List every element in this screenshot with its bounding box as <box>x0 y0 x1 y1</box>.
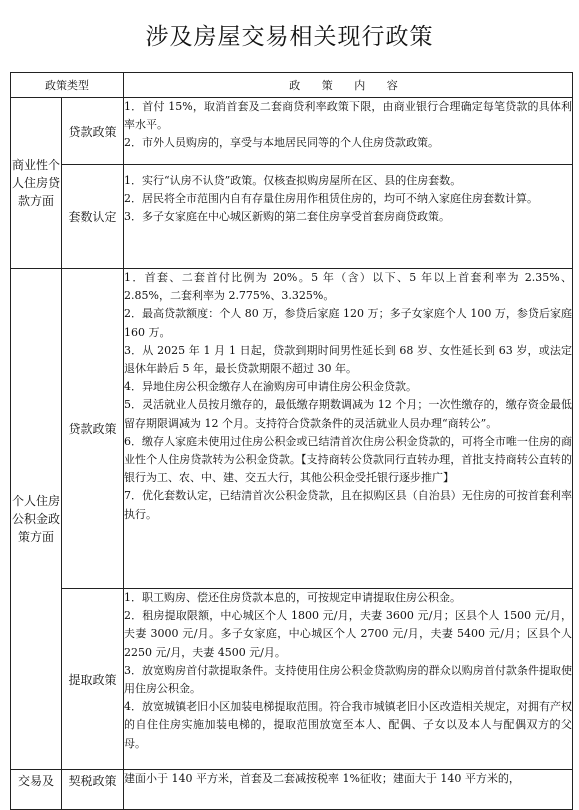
policy-table <box>10 72 573 810</box>
policy-item: 7．优化套数认定，已结清首次公积金贷款，且在拟购区县（自治县）无住房的可按首套利率执行。 <box>124 489 572 521</box>
table-row <box>11 269 573 589</box>
policy-item: 2．居民将全市范围内自有存量住房用作租赁住房的，均可不纳入家庭住房套数计算。 <box>124 192 538 206</box>
category-provident-fund: 个人住房公积金政策方面 <box>11 269 62 770</box>
category-transaction: 交易及 <box>11 770 62 810</box>
subcategory-house-count: 套数认定 <box>62 165 124 269</box>
table-header-row <box>11 73 573 98</box>
policy-content <box>124 98 573 165</box>
policy-content <box>124 770 573 810</box>
policy-item: 4．异地住房公积金缴存人在渝购房可申请住房公积金贷款。 <box>124 380 417 394</box>
policy-item: 2．租房提取限额，中心城区个人 1800 元/月，夫妻 3600 元/月；区县个人 1500 元/月，夫妻 3000 元/月。多子女家庭，中心城区个人 2700 元/月，夫妻 5400 元/月；区县个人 2250 元/月，夫妻 4500 元/月。 <box>124 609 572 659</box>
policy-item: 5．灵活就业人员按月缴存的，最低缴存期数调减为 12 个月；一次性缴存的，缴存资金最低留存期限调减为 12 个月。支持符合贷款条件的灵活就业人员办理“商转公”。 <box>124 398 572 430</box>
category-commercial-loan: 商业性个人住房贷款方面 <box>11 98 62 269</box>
page-title: 涉及房屋交易相关现行政策 <box>145 24 434 50</box>
policy-item: 4．放宽城镇老旧小区加装电梯提取范围。符合我市城镇老旧小区改造相关规定，对拥有产权的自住住房实施加装电梯的，提取范围放宽至本人、配偶、子女以及本人与配偶双方的父母。 <box>124 700 572 750</box>
policy-item: 1．实行“认房不认贷”政策。仅核查拟购房屋所在区、县的住房套数。 <box>124 174 462 187</box>
subcategory-commercial-loan-policy: 贷款政策 <box>62 98 124 165</box>
policy-item: 1．职工购房、偿还住房贷款本息的，可按规定申请提取住房公积金。 <box>124 591 461 604</box>
header-policy-type: 政策类型 <box>11 73 124 98</box>
policy-content <box>124 589 573 770</box>
policy-item: 3．多子女家庭在中心城区新购的第二套住房享受首套房商贷政策。 <box>124 210 450 224</box>
policy-item: 建面小于 140 平方米，首套及二套减按税率 1%征收；建面大于 140 平方米的， <box>124 772 520 785</box>
table-row <box>11 770 573 810</box>
table-row <box>11 589 573 770</box>
policy-item: 2．市外人员购房的，享受与本地居民同等的个人住房贷款政策。 <box>124 136 439 150</box>
table-row <box>11 165 573 269</box>
subcategory-provident-loan-policy: 贷款政策 <box>62 269 124 589</box>
policy-content <box>124 269 573 589</box>
policy-content <box>124 165 573 269</box>
policy-item: 3．放宽购房首付款提取条件。支持使用住房公积金贷款购房的群众以购房首付款条件提取使用住房公积金。 <box>124 663 572 696</box>
table-row <box>11 98 573 165</box>
policy-item: 6．缴存人家庭未使用过住房公积金或已结清首次住房公积金贷款的，可将全市唯一住房的商业性个人住房贷款转为公积金贷款。【支持商转公贷款同行直转办理，首批支持商转公直转的银行为工、农、中、建、交五大行，其他公积金受托银行逐步推广】 <box>124 434 572 485</box>
policy-item: 1．首套、二套首付比例为 20%。5 年（含）以下、5 年以上首套利率为 2.35%、2.85%，二套利率为 2.775%、3.325%。 <box>124 271 572 303</box>
policy-item: 3．从 2025 年 1 月 1 日起，贷款到期时间男性延长到 68 岁、女性延长到 63 岁，或法定退休年龄后 5 年，最长贷款期限不超过 30 年。 <box>124 343 572 376</box>
policy-item: 1．首付 15%，取消首套及二套商贷利率政策下限，由商业银行合理确定每笔贷款的具体利率水平。 <box>124 100 572 132</box>
policy-item: 2．最高贷款额度：个人 80 万，参贷后家庭 120 万；多子女家庭个人 100 万，参贷后家庭 160 万。 <box>124 307 572 339</box>
subcategory-deed-tax: 契税政策 <box>62 770 124 810</box>
header-policy-content: 政 策 内 容 <box>124 73 573 98</box>
subcategory-withdrawal-policy: 提取政策 <box>62 589 124 770</box>
